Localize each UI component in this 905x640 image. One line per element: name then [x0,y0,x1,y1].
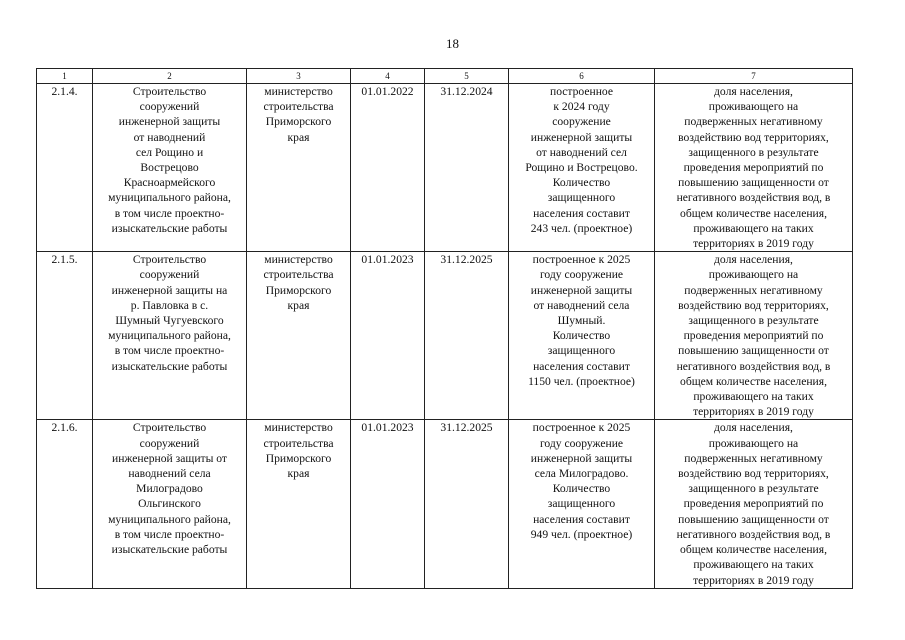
end-date: 31.12.2025 [425,420,509,588]
indicator: доля населения, проживающего на подверженных негативному воздействию вод территориях, защищенного в результате проведения мероприятий по повышению защищенности от негативного воздействия вод, в общем количестве населения, проживающего на таких территориях в 2019 году [655,420,853,588]
indicator: доля населения, проживающего на подверженных негативному воздействию вод территориях, защищенного в результате проведения мероприятий по повышению защищенности от негативного воздействия вод, в общем количестве населения, проживающего на таких территориях в 2019 году [655,252,853,420]
end-date: 31.12.2024 [425,84,509,252]
page-number: 18 [446,36,459,51]
measure-code: 2.1.4. [37,84,93,252]
column-number: 4 [351,69,425,84]
measure-name: Строительство сооружений инженерной защиты на р. Павловка в с. Шумный Чугуевского муниципального района, в том числе проектно- изыскательские работы [93,252,247,420]
column-number: 7 [655,69,853,84]
executor: министерство строительства Приморского края [247,84,351,252]
measure-code: 2.1.6. [37,420,93,588]
column-number-row [37,69,853,84]
measure-name: Строительство сооружений инженерной защиты от наводнений села Милоградово Ольгинского муниципального района, в том числе проектно- изыскательские работы [93,420,247,588]
start-date: 01.01.2022 [351,84,425,252]
table-row [37,252,853,420]
column-number: 6 [509,69,655,84]
table-row [37,84,853,252]
expected-result: построенное к 2025 году сооружение инженерной защиты села Милоградово. Количество защищенного населения составит 949 чел. (проектное) [509,420,655,588]
measure-code: 2.1.5. [37,252,93,420]
start-date: 01.01.2023 [351,420,425,588]
column-number: 3 [247,69,351,84]
measure-name: Строительство сооружений инженерной защиты от наводнений сел Рощино и Вострецово Красноармейского муниципального района, в том числе проектно- изыскательские работы [93,84,247,252]
executor: министерство строительства Приморского края [247,420,351,588]
executor: министерство строительства Приморского края [247,252,351,420]
expected-result: построенное к 2024 году сооружение инженерной защиты от наводнений сел Рощино и Вострецово. Количество защищенного населения составит 243 чел. (проектное) [509,84,655,252]
table-row [37,420,853,588]
indicator: доля населения, проживающего на подверженных негативному воздействию вод территориях, защищенного в результате проведения мероприятий по повышению защищенности от негативного воздействия вод, в общем количестве населения, проживающего на таких территориях в 2019 году [655,84,853,252]
expected-result: построенное к 2025 году сооружение инженерной защиты от наводнений села Шумный. Количество защищенного населения составит 1150 чел. (проектное) [509,252,655,420]
end-date: 31.12.2025 [425,252,509,420]
column-number: 5 [425,69,509,84]
column-number: 1 [37,69,93,84]
column-number: 2 [93,69,247,84]
start-date: 01.01.2023 [351,252,425,420]
measures-table [36,68,853,589]
